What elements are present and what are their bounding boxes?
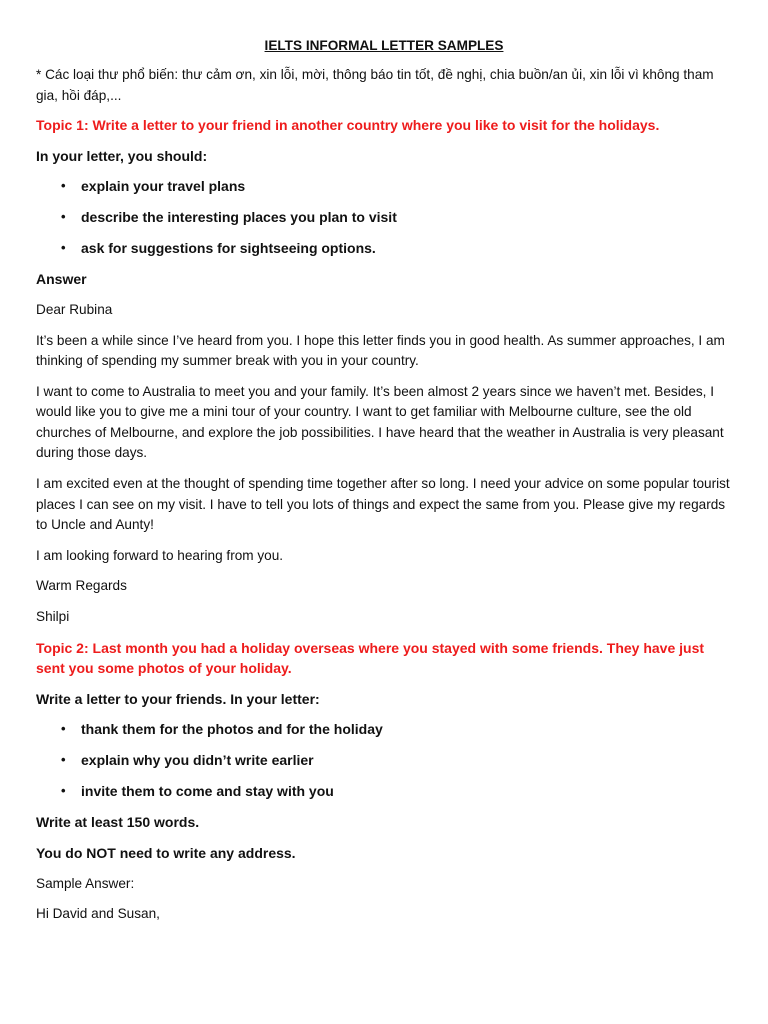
bullet-icon: •: [61, 240, 66, 256]
list-item: [61, 176, 732, 197]
letter-paragraph: It’s been a while since I’ve heard from you. I hope this letter finds you in good health. As summer approaches, I am thinking of spending my summer break with you in your country.: [36, 332, 725, 369]
bullet-text: invite them to come and stay with you: [81, 783, 334, 800]
bullet-text: explain your travel plans: [81, 178, 246, 195]
answer-label: Answer: [36, 271, 87, 288]
letter-greeting: Dear Rubina: [36, 301, 113, 317]
intro-note: * Các loại thư phổ biến: thư cảm ơn, xin lỗi, mời, thông báo tin tốt, đề nghị, chia buồn/an ủi, xin lỗi vì không tham gia, hồi đáp,...: [36, 67, 714, 103]
topic-1-heading: Topic 1: Write a letter to your friend in another country where you like to visit for the holidays.: [36, 117, 660, 134]
list-item: [61, 719, 732, 740]
document-title: IELTS INFORMAL LETTER SAMPLES: [264, 38, 504, 53]
bullet-icon: •: [61, 721, 66, 737]
bullet-text: describe the interesting places you plan to visit: [81, 209, 397, 226]
bullet-icon: •: [61, 752, 66, 768]
bullet-text: ask for suggestions for sightseeing options.: [81, 240, 376, 257]
topic-2-instruction: Write a letter to your friends. In your letter:: [36, 690, 320, 707]
topic-1-instruction: In your letter, you should:: [36, 147, 208, 164]
list-item: [61, 750, 732, 771]
topic-1-letter: [36, 300, 732, 628]
letter-paragraph: I am looking forward to hearing from you.: [36, 547, 284, 563]
address-note: You do NOT need to write any address.: [36, 844, 296, 861]
letter-signature: Shilpi: [36, 609, 70, 625]
letter-paragraph: I am excited even at the thought of spending time together after so long. I need your advice on some popular tourist places I can see on my visit. I have to tell you lots of things and expect the same from you. Please give my regards to Uncle and Aunty!: [36, 476, 730, 533]
bullet-text: thank them for the photos and for the holiday: [81, 721, 383, 738]
bullet-icon: •: [61, 178, 66, 194]
letter-paragraph: I want to come to Australia to meet you and your family. It’s been almost 2 years since we haven’t met. Besides, I would like you to give me a mini tour of your country. I want to get familiar with Melbourne culture, see the old churches of Melbourne, and explore the job possibilities. I have heard that the weather in Australia is very pleasant during those days.: [36, 383, 724, 461]
list-item: [61, 207, 732, 228]
sample-answer-label: Sample Answer:: [36, 875, 135, 891]
list-item: [61, 781, 732, 802]
word-count-note: Write at least 150 words.: [36, 814, 200, 831]
bullet-icon: •: [61, 783, 66, 799]
bullet-text: explain why you didn’t write earlier: [81, 752, 314, 769]
list-item: [61, 238, 732, 259]
letter-closing: Warm Regards: [36, 578, 127, 594]
topic-2-heading: Topic 2: Last month you had a holiday overseas where you stayed with some friends. They have just sent you some photos of your holiday.: [36, 639, 705, 677]
topic-1-bullet-list: [36, 176, 732, 259]
topic-2-bullet-list: [36, 719, 732, 802]
topic-2-greeting: Hi David and Susan,: [36, 906, 160, 922]
bullet-icon: •: [61, 209, 66, 225]
